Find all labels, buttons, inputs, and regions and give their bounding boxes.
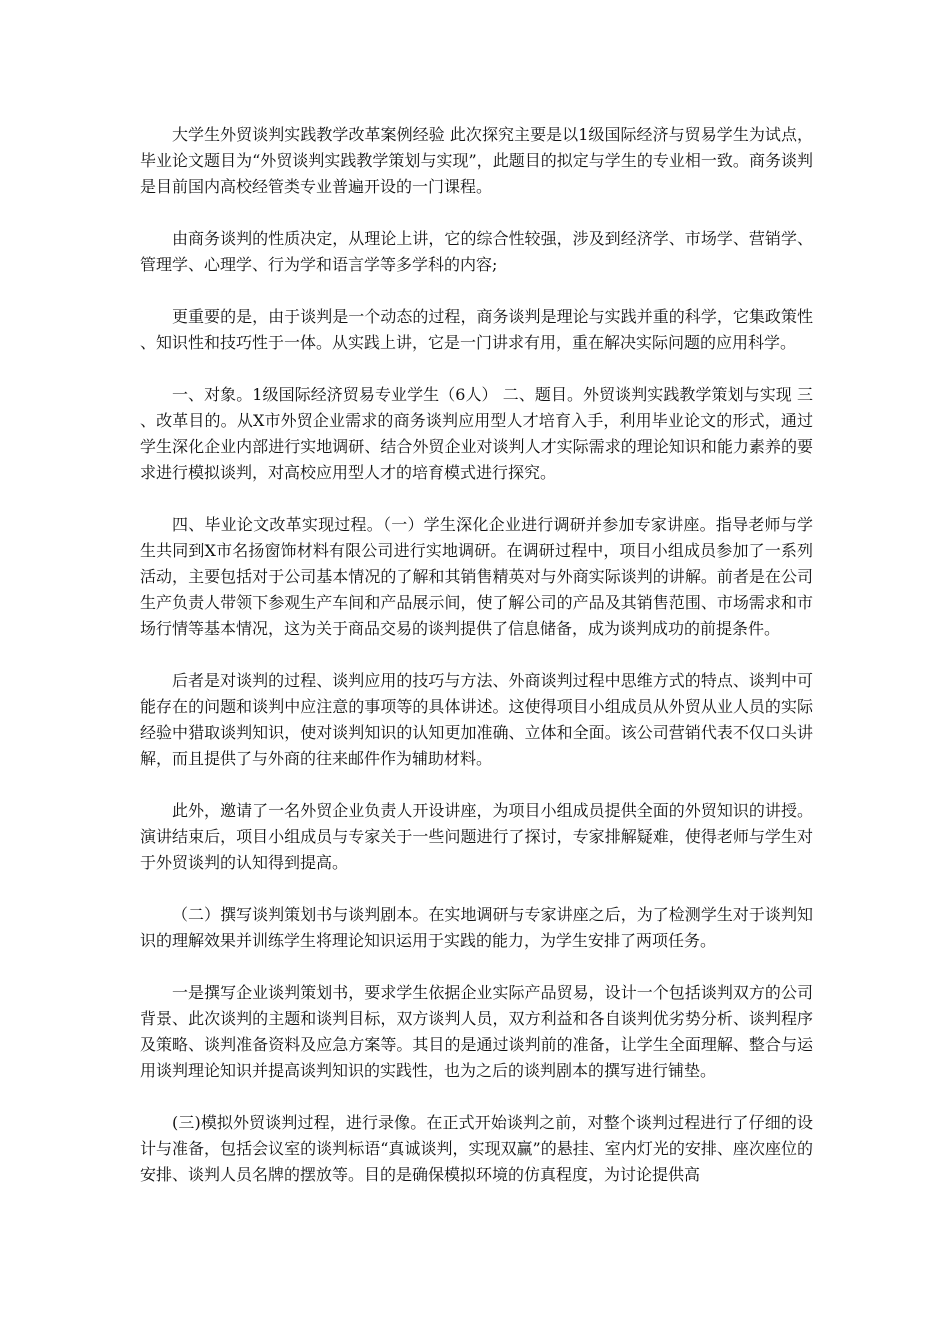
paragraph-importance: 更重要的是，由于谈判是一个动态的过程，商务谈判是理论与实践并重的科学，它集政策性、知识性和技巧性于一体。从实践上讲，它是一门讲求有用，重在解决实际问题的应用科学。 — [140, 307, 813, 352]
paragraph-intro: 大学生外贸谈判实践教学改革案例经验 此次探究主要是以1级国际经济与贸易学生为试点，毕业论文题目为“外贸谈判实践教学策划与实现”，此题目的拟定与学生的专业相一致。商务谈判是目前国内高校经管类专业普遍开设的一门课程。 — [140, 125, 813, 196]
paragraph-negotiation-lecture: 后者是对谈判的过程、谈判应用的技巧与方法、外商谈判过程中思维方式的特点、谈判中可能存在的问题和谈判中应注意的事项等的具体讲述。这使得项目小组成员从外贸从业人员的实际经验中猎取谈判知识，使对谈判知识的认知更加准确、立体和全面。该公司营销代表不仅口头讲解，而且提供了与外商的往来邮件作为辅助材料。 — [140, 671, 813, 768]
paragraph-simulation: (三)模拟外贸谈判过程，进行录像。在正式开始谈判之前，对整个谈判过程进行了仔细的设计与准备，包括会议室的谈判标语“真诚谈判，实现双赢”的悬挂、室内灯光的安排、座次座位的安排、谈判人员名牌的摆放等。目的是确保模拟环境的仿真程度，为讨论提供高 — [140, 1113, 813, 1184]
paragraph-expert-lecture: 此外，邀请了一名外贸企业负责人开设讲座，为项目小组成员提供全面的外贸知识的讲授。演讲结束后，项目小组成员与专家关于一些问题进行了探讨，专家排解疑难，使得老师与学生对于外贸谈判的认知得到提高。 — [140, 801, 813, 872]
paragraph-writing-plan: （二）撰写谈判策划书与谈判剧本。在实地调研与专家讲座之后，为了检测学生对于谈判知识的理解效果并训练学生将理论知识运用于实践的能力，为学生安排了两项任务。 — [140, 905, 813, 950]
paragraph-objectives: 一、对象。1级国际经济贸易专业学生（6人） 二、题目。外贸谈判实践教学策划与实现 三、改革目的。从X市外贸企业需求的商务谈判应用型人才培育入手，利用毕业论文的形式，通过学生深化企业内部进行实地调研、结合外贸企业对谈判人才实际需求的理论知识和能力素养的要求进行模拟谈判，对高校应用型人才的培育模式进行探究。 — [140, 385, 813, 482]
paragraph-process-research: 四、毕业论文改革实现过程。（一）学生深化企业进行调研并参加专家讲座。指导老师与学生共同到X市名扬窗饰材料有限公司进行实地调研。在调研过程中，项目小组成员参加了一系列活动，主要包括对于公司基本情况的了解和其销售精英对与外商实际谈判的讲解。前者是在公司生产负责人带领下参观生产车间和产品展示间，使了解公司的产品及其销售范围、市场需求和市场行情等基本情况，这为关于商品交易的谈判提供了信息储备，成为谈判成功的前提条件。 — [140, 515, 813, 638]
paragraph-planning-task: 一是撰写企业谈判策划书，要求学生依据企业实际产品贸易，设计一个包括谈判双方的公司背景、此次谈判的主题和谈判目标，双方谈判人员，双方利益和各自谈判优劣势分析、谈判程序及策略、谈判准备资料及应急方案等。其目的是通过谈判前的准备，让学生全面理解、整合与运用谈判理论知识并提高谈判知识的实践性，也为之后的谈判剧本的撰写进行铺垫。 — [140, 983, 813, 1080]
paragraph-nature: 由商务谈判的性质决定，从理论上讲，它的综合性较强，涉及到经济学、市场学、营销学、管理学、心理学、行为学和语言学等多学科的内容; — [140, 229, 813, 274]
document-body — [140, 122, 813, 1214]
